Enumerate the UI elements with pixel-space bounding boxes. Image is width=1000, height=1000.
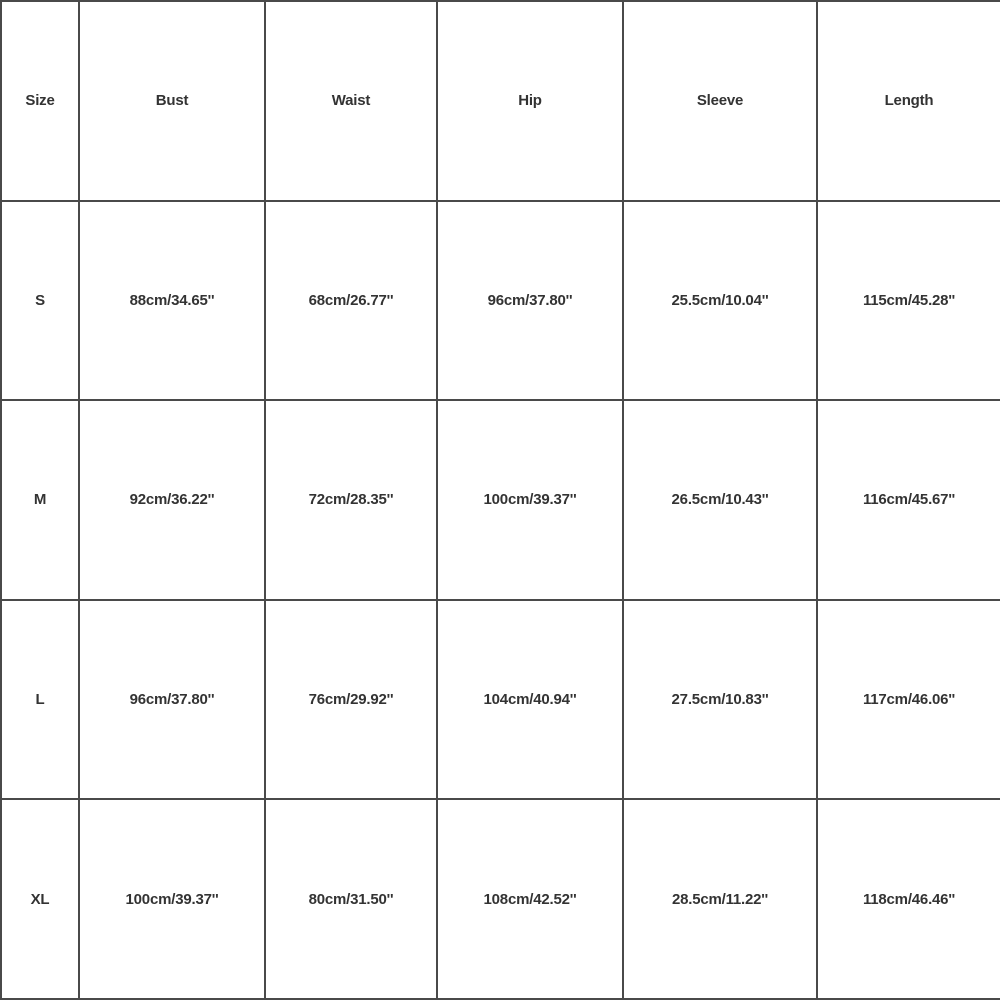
header-row <box>1 1 1000 201</box>
waist-cell: 80cm/31.50'' <box>265 799 437 999</box>
bust-cell: 92cm/36.22'' <box>79 400 265 600</box>
header-cell-size: Size <box>1 1 79 201</box>
waist-cell: 68cm/26.77'' <box>265 201 437 401</box>
length-cell: 118cm/46.46'' <box>817 799 1000 999</box>
header-cell-hip: Hip <box>437 1 623 201</box>
length-cell: 115cm/45.28'' <box>817 201 1000 401</box>
size-cell: S <box>1 201 79 401</box>
length-cell: 116cm/45.67'' <box>817 400 1000 600</box>
header-cell-length: Length <box>817 1 1000 201</box>
hip-cell: 108cm/42.52'' <box>437 799 623 999</box>
size-cell: L <box>1 600 79 800</box>
header-cell-sleeve: Sleeve <box>623 1 817 201</box>
length-cell: 117cm/46.06'' <box>817 600 1000 800</box>
size-cell: XL <box>1 799 79 999</box>
size-cell: M <box>1 400 79 600</box>
sleeve-cell: 28.5cm/11.22'' <box>623 799 817 999</box>
header-cell-waist: Waist <box>265 1 437 201</box>
table-row <box>1 201 1000 401</box>
table-row <box>1 600 1000 800</box>
bust-cell: 88cm/34.65'' <box>79 201 265 401</box>
bust-cell: 96cm/37.80'' <box>79 600 265 800</box>
header-cell-bust: Bust <box>79 1 265 201</box>
sleeve-cell: 26.5cm/10.43'' <box>623 400 817 600</box>
table-row <box>1 400 1000 600</box>
sleeve-cell: 27.5cm/10.83'' <box>623 600 817 800</box>
hip-cell: 96cm/37.80'' <box>437 201 623 401</box>
waist-cell: 76cm/29.92'' <box>265 600 437 800</box>
bust-cell: 100cm/39.37'' <box>79 799 265 999</box>
hip-cell: 104cm/40.94'' <box>437 600 623 800</box>
table-row <box>1 799 1000 999</box>
hip-cell: 100cm/39.37'' <box>437 400 623 600</box>
waist-cell: 72cm/28.35'' <box>265 400 437 600</box>
sleeve-cell: 25.5cm/10.04'' <box>623 201 817 401</box>
